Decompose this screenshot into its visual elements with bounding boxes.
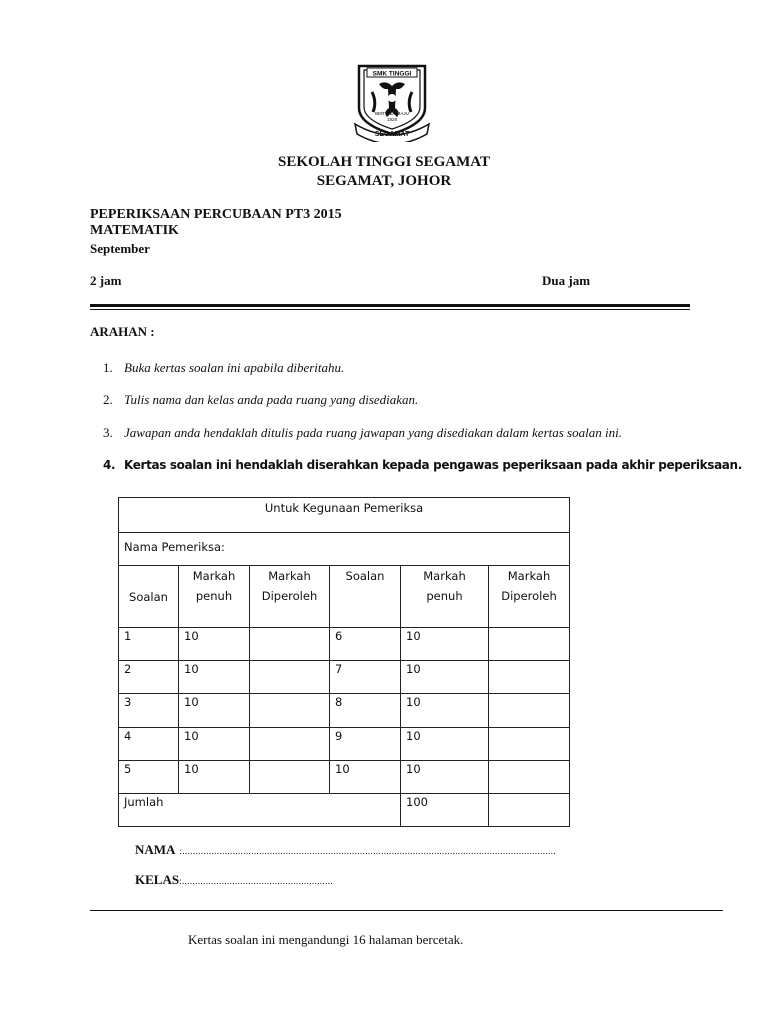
full-marks: 10 [179,661,250,694]
full-marks: 10 [179,761,250,794]
header-line: Markah [507,569,551,583]
table-row [119,761,570,794]
instructions-heading: ARAHAN : [90,324,155,339]
marks-obtained-cell[interactable] [489,628,570,661]
header-line: Markah [268,569,311,583]
header-line: Markah [192,569,236,583]
marks-obtained-cell[interactable] [250,628,330,661]
full-marks: 10 [401,761,489,794]
header-soalan: Soalan [119,566,179,628]
school-crest-graphic [351,62,433,142]
full-marks: 10 [401,728,489,761]
school-name: SEKOLAH TINGGI SEGAMAT [278,154,490,170]
marks-obtained-cell[interactable] [489,694,570,728]
total-obtained-cell[interactable] [489,794,570,827]
question-number: 9 [330,728,401,761]
total-full-marks: 100 [401,794,489,827]
marks-obtained-cell[interactable] [250,728,330,761]
marks-obtained-cell[interactable] [489,728,570,761]
question-number: 6 [330,628,401,661]
exam-title: PEPERIKSAAN PERCUBAAN PT3 2015 [90,207,342,222]
marks-obtained-cell[interactable] [489,761,570,794]
header-line: Markah [423,569,466,583]
marks-obtained-cell[interactable] [250,761,330,794]
crest-motto: BERTABA MAJU [375,111,409,116]
exam-month: September [90,241,150,256]
total-label: Jumlah [119,794,401,827]
name-field[interactable] [135,841,556,859]
question-number: 3 [119,694,179,728]
question-number: 1 [119,628,179,661]
instruction-text: Kertas soalan ini hendaklah diserahkan kepada pengawas peperiksaan pada akhir peperiksaan. [124,458,742,472]
table-header-row [119,566,570,628]
exam-subject: MATEMATIK [90,223,179,238]
full-marks: 10 [401,661,489,694]
class-field[interactable] [135,871,333,889]
crest-year: 1928 [386,117,398,122]
school-crest-icon [351,62,433,142]
table-title-row [119,498,570,533]
table-title: Untuk Kegunaan Pemeriksa [119,498,570,533]
header-line: Diperoleh [261,589,318,603]
examiner-marks-table [118,497,570,827]
page-count-note: Kertas soalan ini mengandungi 16 halaman bercetak. [188,932,464,947]
name-label: NAMA [135,842,176,857]
table-row [119,728,570,761]
question-number: 2 [119,661,179,694]
class-dotted-line[interactable]: :......................................................... [179,876,334,886]
exam-duration-words: Dua jam [542,273,591,288]
instruction-number: 3. [103,425,113,440]
footer-divider [90,910,723,911]
full-marks: 10 [179,694,250,728]
total-row [119,794,570,827]
table-row [119,628,570,661]
table-row [119,694,570,728]
header-divider-thin [90,309,690,310]
name-dotted-line[interactable]: :............................................................................................................................................. [179,846,556,856]
table-row [119,661,570,694]
instruction-item [103,392,418,408]
question-number: 7 [330,661,401,694]
full-marks: 10 [179,628,250,661]
header-divider-thick [90,304,690,307]
header-line: penuh [195,589,233,603]
examiner-name-row [119,533,570,566]
header-soalan: Soalan [330,566,401,628]
question-number: 10 [330,761,401,794]
full-marks: 10 [401,694,489,728]
instruction-text: Tulis nama dan kelas anda pada ruang yang disediakan. [124,392,419,407]
examiner-name-label: Nama Pemeriksa: [119,533,570,566]
header-markah-penuh [179,566,250,628]
class-label: KELAS [135,872,180,887]
marks-obtained-cell[interactable] [489,661,570,694]
crest-top-text: SMK TINGGI [372,70,412,78]
full-marks: 10 [401,628,489,661]
instruction-item [103,458,742,472]
header-line: penuh [426,589,463,603]
header-markah-diperoleh [489,566,570,628]
marks-obtained-cell[interactable] [250,661,330,694]
instruction-item [103,360,344,376]
question-number: 4 [119,728,179,761]
instruction-text: Jawapan anda hendaklah ditulis pada ruang jawapan yang disediakan dalam kertas soalan ini. [124,425,622,440]
exam-duration: 2 jam [90,273,122,288]
instruction-number: 4. [103,458,116,472]
crest-bottom-text: SEGAMAT [374,131,410,138]
question-number: 8 [330,694,401,728]
instruction-number: 1. [103,360,113,375]
header-markah-penuh [401,566,489,628]
instruction-item [103,425,622,441]
question-number: 5 [119,761,179,794]
header-markah-diperoleh [250,566,330,628]
marks-obtained-cell[interactable] [250,694,330,728]
instruction-number: 2. [103,392,113,407]
header-line: Diperoleh [501,589,557,603]
full-marks: 10 [179,728,250,761]
school-location: SEGAMAT, JOHOR [316,173,452,189]
instruction-text: Buka kertas soalan ini apabila diberitahu. [124,360,345,375]
